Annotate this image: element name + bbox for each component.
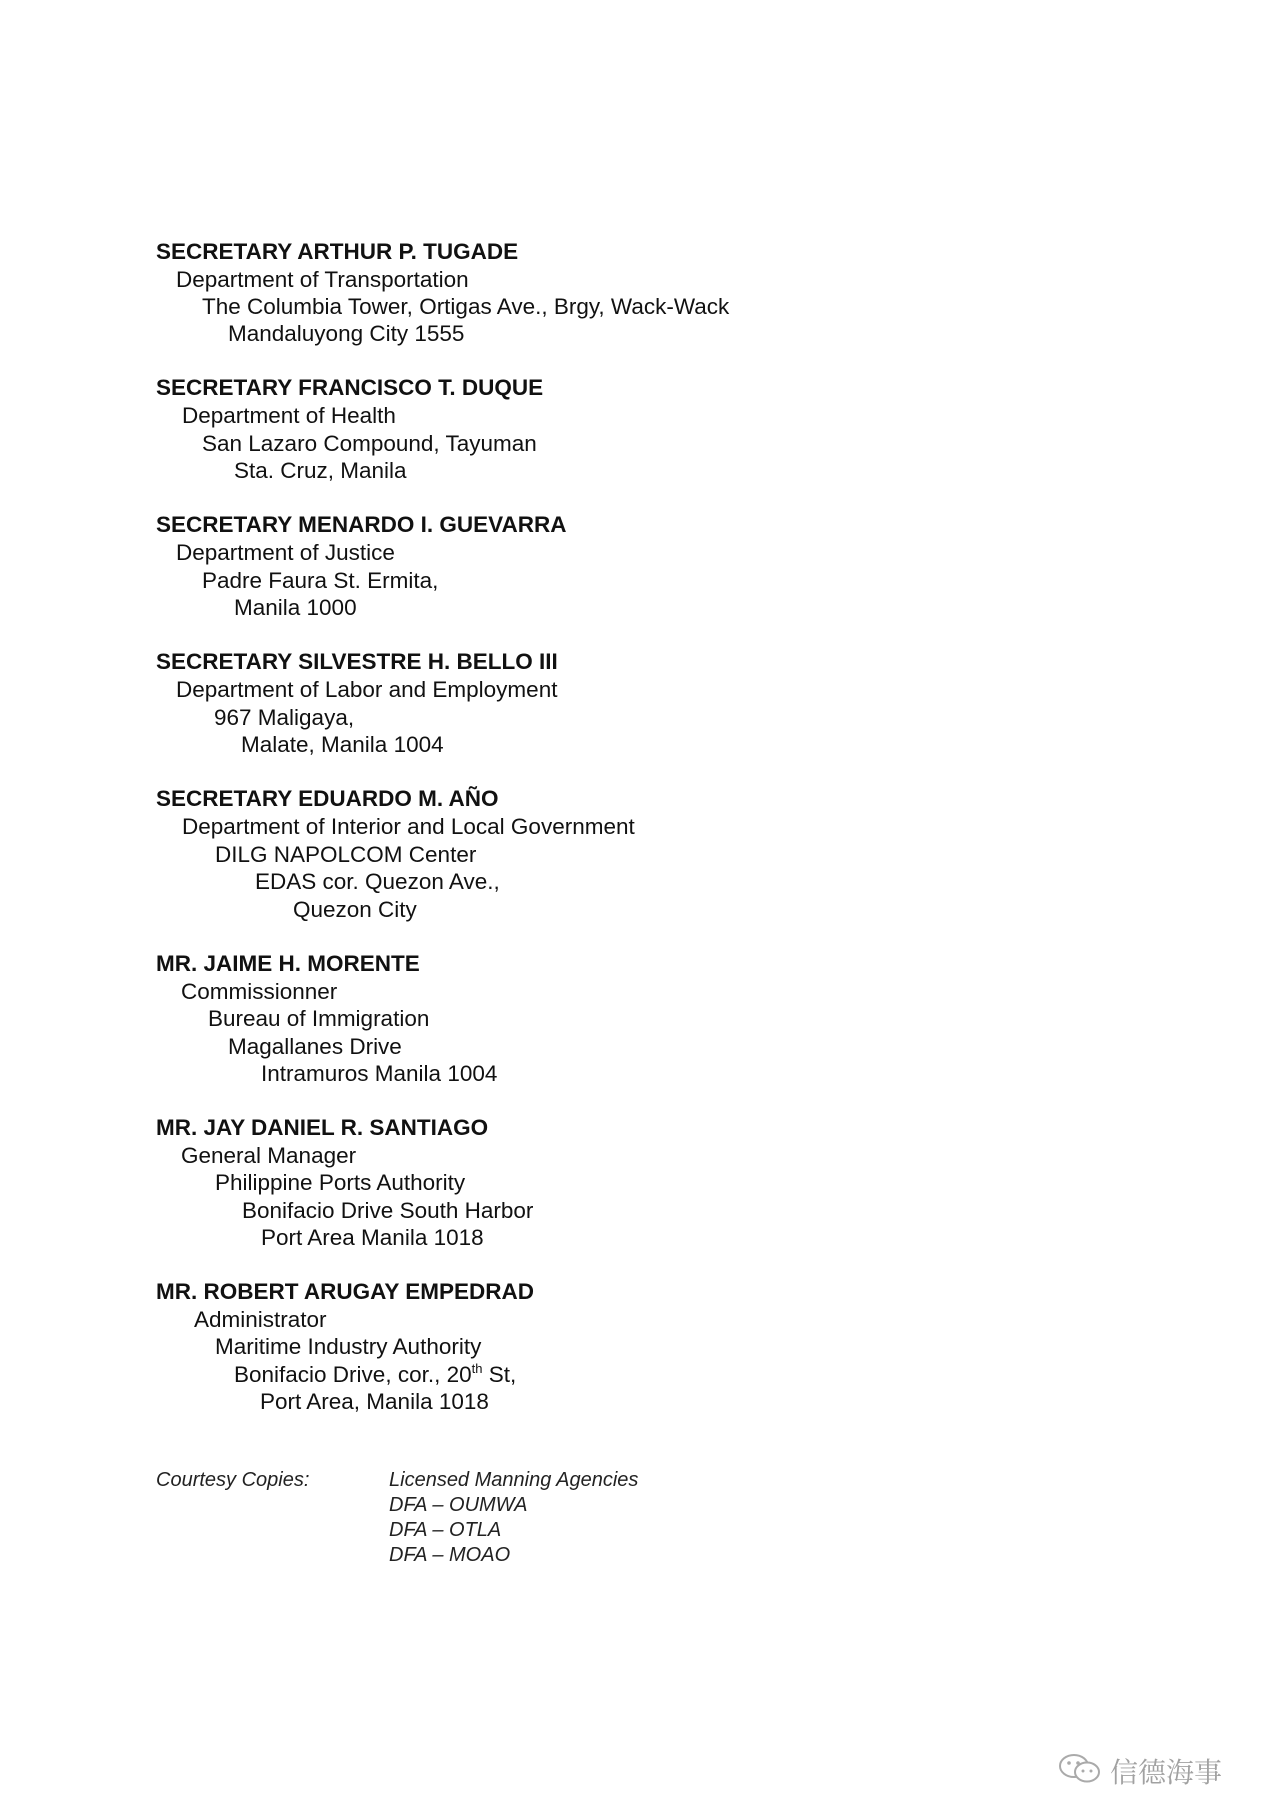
recipient-6-name: MR. JAIME H. MORENTE bbox=[156, 951, 420, 976]
recipient-5-line-3: EDAS cor. Quezon Ave., bbox=[255, 869, 500, 894]
watermark bbox=[1058, 1751, 1222, 1791]
recipient-1-name: SECRETARY ARTHUR P. TUGADE bbox=[156, 239, 519, 264]
recipient-5-name: SECRETARY EDUARDO M. AÑO bbox=[156, 786, 499, 811]
recipient-3-line-2: Padre Faura St. Ermita, bbox=[202, 568, 439, 593]
recipient-7-line-2: Philippine Ports Authority bbox=[215, 1170, 466, 1195]
ordinal-superscript: th bbox=[471, 1361, 483, 1376]
recipient-7-line-1: General Manager bbox=[181, 1143, 357, 1168]
recipient-4-line-3: Malate, Manila 1004 bbox=[241, 732, 444, 757]
recipient-8-line-3 bbox=[234, 1361, 516, 1389]
recipient-5-line-4: Quezon City bbox=[293, 897, 417, 922]
recipient-6-line-3: Magallanes Drive bbox=[228, 1034, 402, 1059]
recipient-8-line-3-suffix: St, bbox=[482, 1362, 517, 1387]
recipient-6-line-1: Commissionner bbox=[181, 979, 338, 1004]
recipient-1-line-2: The Columbia Tower, Ortigas Ave., Brgy, Wack-Wack bbox=[202, 294, 730, 319]
recipient-1-line-3: Mandaluyong City 1555 bbox=[228, 321, 465, 346]
courtesy-item-2: DFA – OUMWA bbox=[389, 1494, 528, 1516]
recipient-3-line-1: Department of Justice bbox=[176, 540, 395, 565]
recipient-5-line-2: DILG NAPOLCOM Center bbox=[215, 842, 477, 867]
recipient-8-line-1: Administrator bbox=[194, 1307, 327, 1332]
recipient-5-line-1: Department of Interior and Local Government bbox=[182, 814, 635, 839]
recipient-2-name: SECRETARY FRANCISCO T. DUQUE bbox=[156, 375, 544, 400]
recipient-2-line-3: Sta. Cruz, Manila bbox=[234, 458, 407, 483]
recipient-7-line-4: Port Area Manila 1018 bbox=[261, 1225, 484, 1250]
recipient-2-line-1: Department of Health bbox=[182, 403, 396, 428]
recipient-4-line-2: 967 Maligaya, bbox=[214, 705, 355, 730]
courtesy-item-4: DFA – MOAO bbox=[389, 1544, 511, 1566]
recipient-3-line-3: Manila 1000 bbox=[234, 595, 357, 620]
recipient-8-name: MR. ROBERT ARUGAY EMPEDRAD bbox=[156, 1279, 534, 1304]
recipient-6-line-4: Intramuros Manila 1004 bbox=[261, 1061, 498, 1086]
recipient-8-line-4: Port Area, Manila 1018 bbox=[260, 1389, 489, 1414]
recipient-8-line-3-text: Bonifacio Drive, cor., 20 bbox=[234, 1362, 472, 1387]
recipient-8-line-2: Maritime Industry Authority bbox=[215, 1334, 482, 1359]
recipient-2-line-2: San Lazaro Compound, Tayuman bbox=[202, 431, 537, 456]
recipient-6-line-2: Bureau of Immigration bbox=[208, 1006, 430, 1031]
courtesy-copies-label: Courtesy Copies: bbox=[156, 1469, 310, 1491]
recipient-4-line-1: Department of Labor and Employment bbox=[176, 677, 558, 702]
recipient-7-line-3: Bonifacio Drive South Harbor bbox=[242, 1198, 534, 1223]
recipient-7-name: MR. JAY DANIEL R. SANTIAGO bbox=[156, 1115, 489, 1140]
recipient-1-line-1: Department of Transportation bbox=[176, 267, 469, 292]
courtesy-item-3: DFA – OTLA bbox=[389, 1519, 502, 1541]
wechat-bubble-icon bbox=[1058, 1752, 1102, 1791]
watermark-text: 信德海事 bbox=[1110, 1756, 1223, 1789]
recipient-4-name: SECRETARY SILVESTRE H. BELLO III bbox=[156, 649, 558, 674]
courtesy-item-1: Licensed Manning Agencies bbox=[389, 1469, 639, 1491]
recipient-3-name: SECRETARY MENARDO I. GUEVARRA bbox=[156, 512, 567, 537]
